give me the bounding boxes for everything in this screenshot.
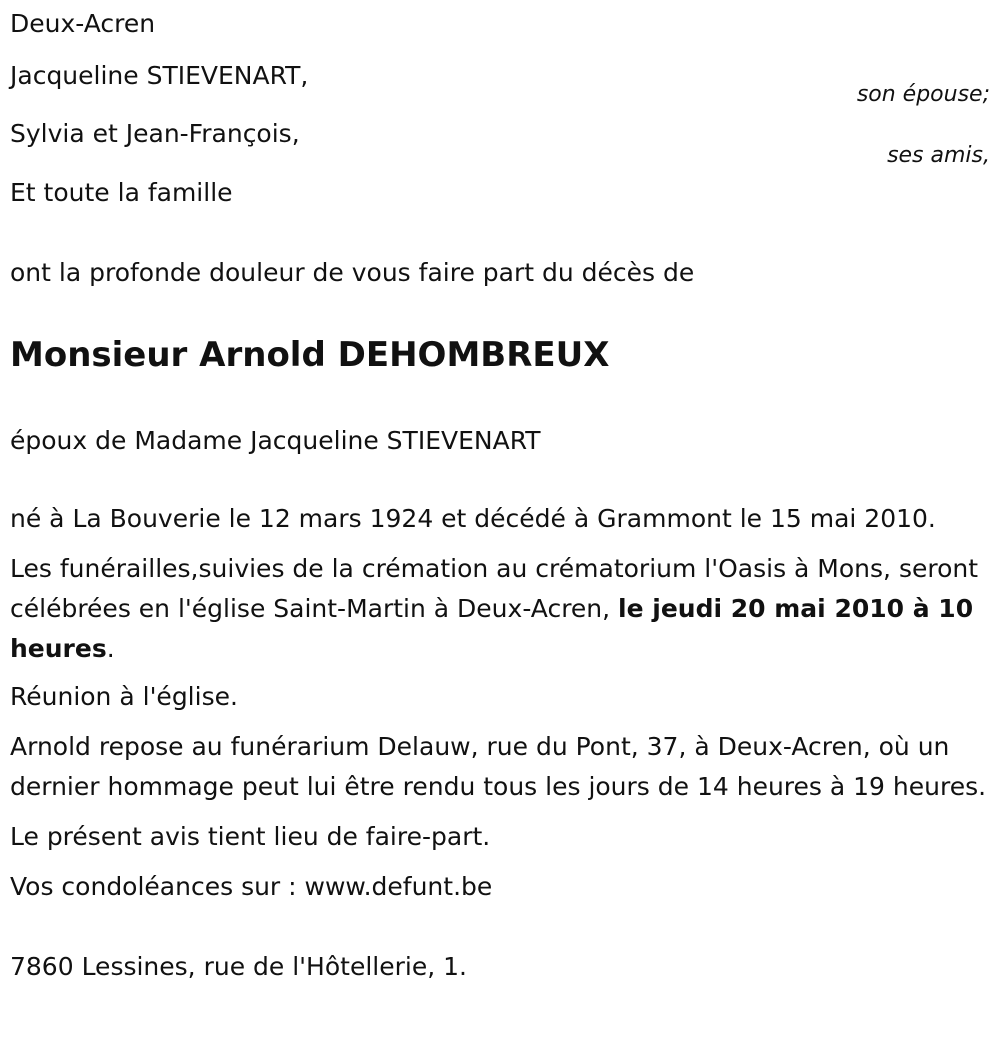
- family-role-friends: ses amis,: [887, 143, 990, 168]
- family-role-spouse: son épouse;: [856, 82, 990, 107]
- location-heading: Deux-Acren: [10, 9, 156, 38]
- deceased-name: Monsieur Arnold DEHOMBREUX: [10, 335, 610, 375]
- funeral-text: Les funérailles,suivies de la crémation au crématorium l'Oasis à Mons, seront célébrées en l'église Saint-Martin à Deux-Acren,: [10, 554, 979, 623]
- condolences-line: Vos condoléances sur : www.defunt.be: [10, 872, 493, 901]
- birth-death-line: né à La Bouverie le 12 mars 1924 et décédé à Grammont le 15 mai 2010.: [10, 504, 936, 533]
- notice-line: Le présent avis tient lieu de faire-part.: [10, 822, 491, 851]
- funeral-paragraph: [10, 549, 990, 669]
- address-line: 7860 Lessines, rue de l'Hôtellerie, 1.: [10, 952, 467, 981]
- funeral-end: .: [106, 634, 115, 663]
- spouse-line: époux de Madame Jacqueline STIEVENART: [10, 426, 541, 455]
- obituary-document: [10, 0, 990, 987]
- family-member-friends: Sylvia et Jean-François,: [10, 119, 300, 148]
- funeral-date-time: le jeudi 20 mai 2010 à 10 heures: [10, 594, 974, 663]
- family-member-spouse: Jacqueline STIEVENART,: [10, 61, 309, 90]
- meeting-line: Réunion à l'église.: [10, 682, 238, 711]
- announcement-intro: ont la profonde douleur de vous faire part du décès de: [10, 258, 695, 287]
- visitation-paragraph: Arnold repose au funérarium Delauw, rue du Pont, 37, à Deux-Acren, où un dernier hommage peut lui être rendu tous les jours de 14 heures à 19 heures.: [10, 732, 987, 801]
- family-member-all: Et toute la famille: [10, 178, 233, 207]
